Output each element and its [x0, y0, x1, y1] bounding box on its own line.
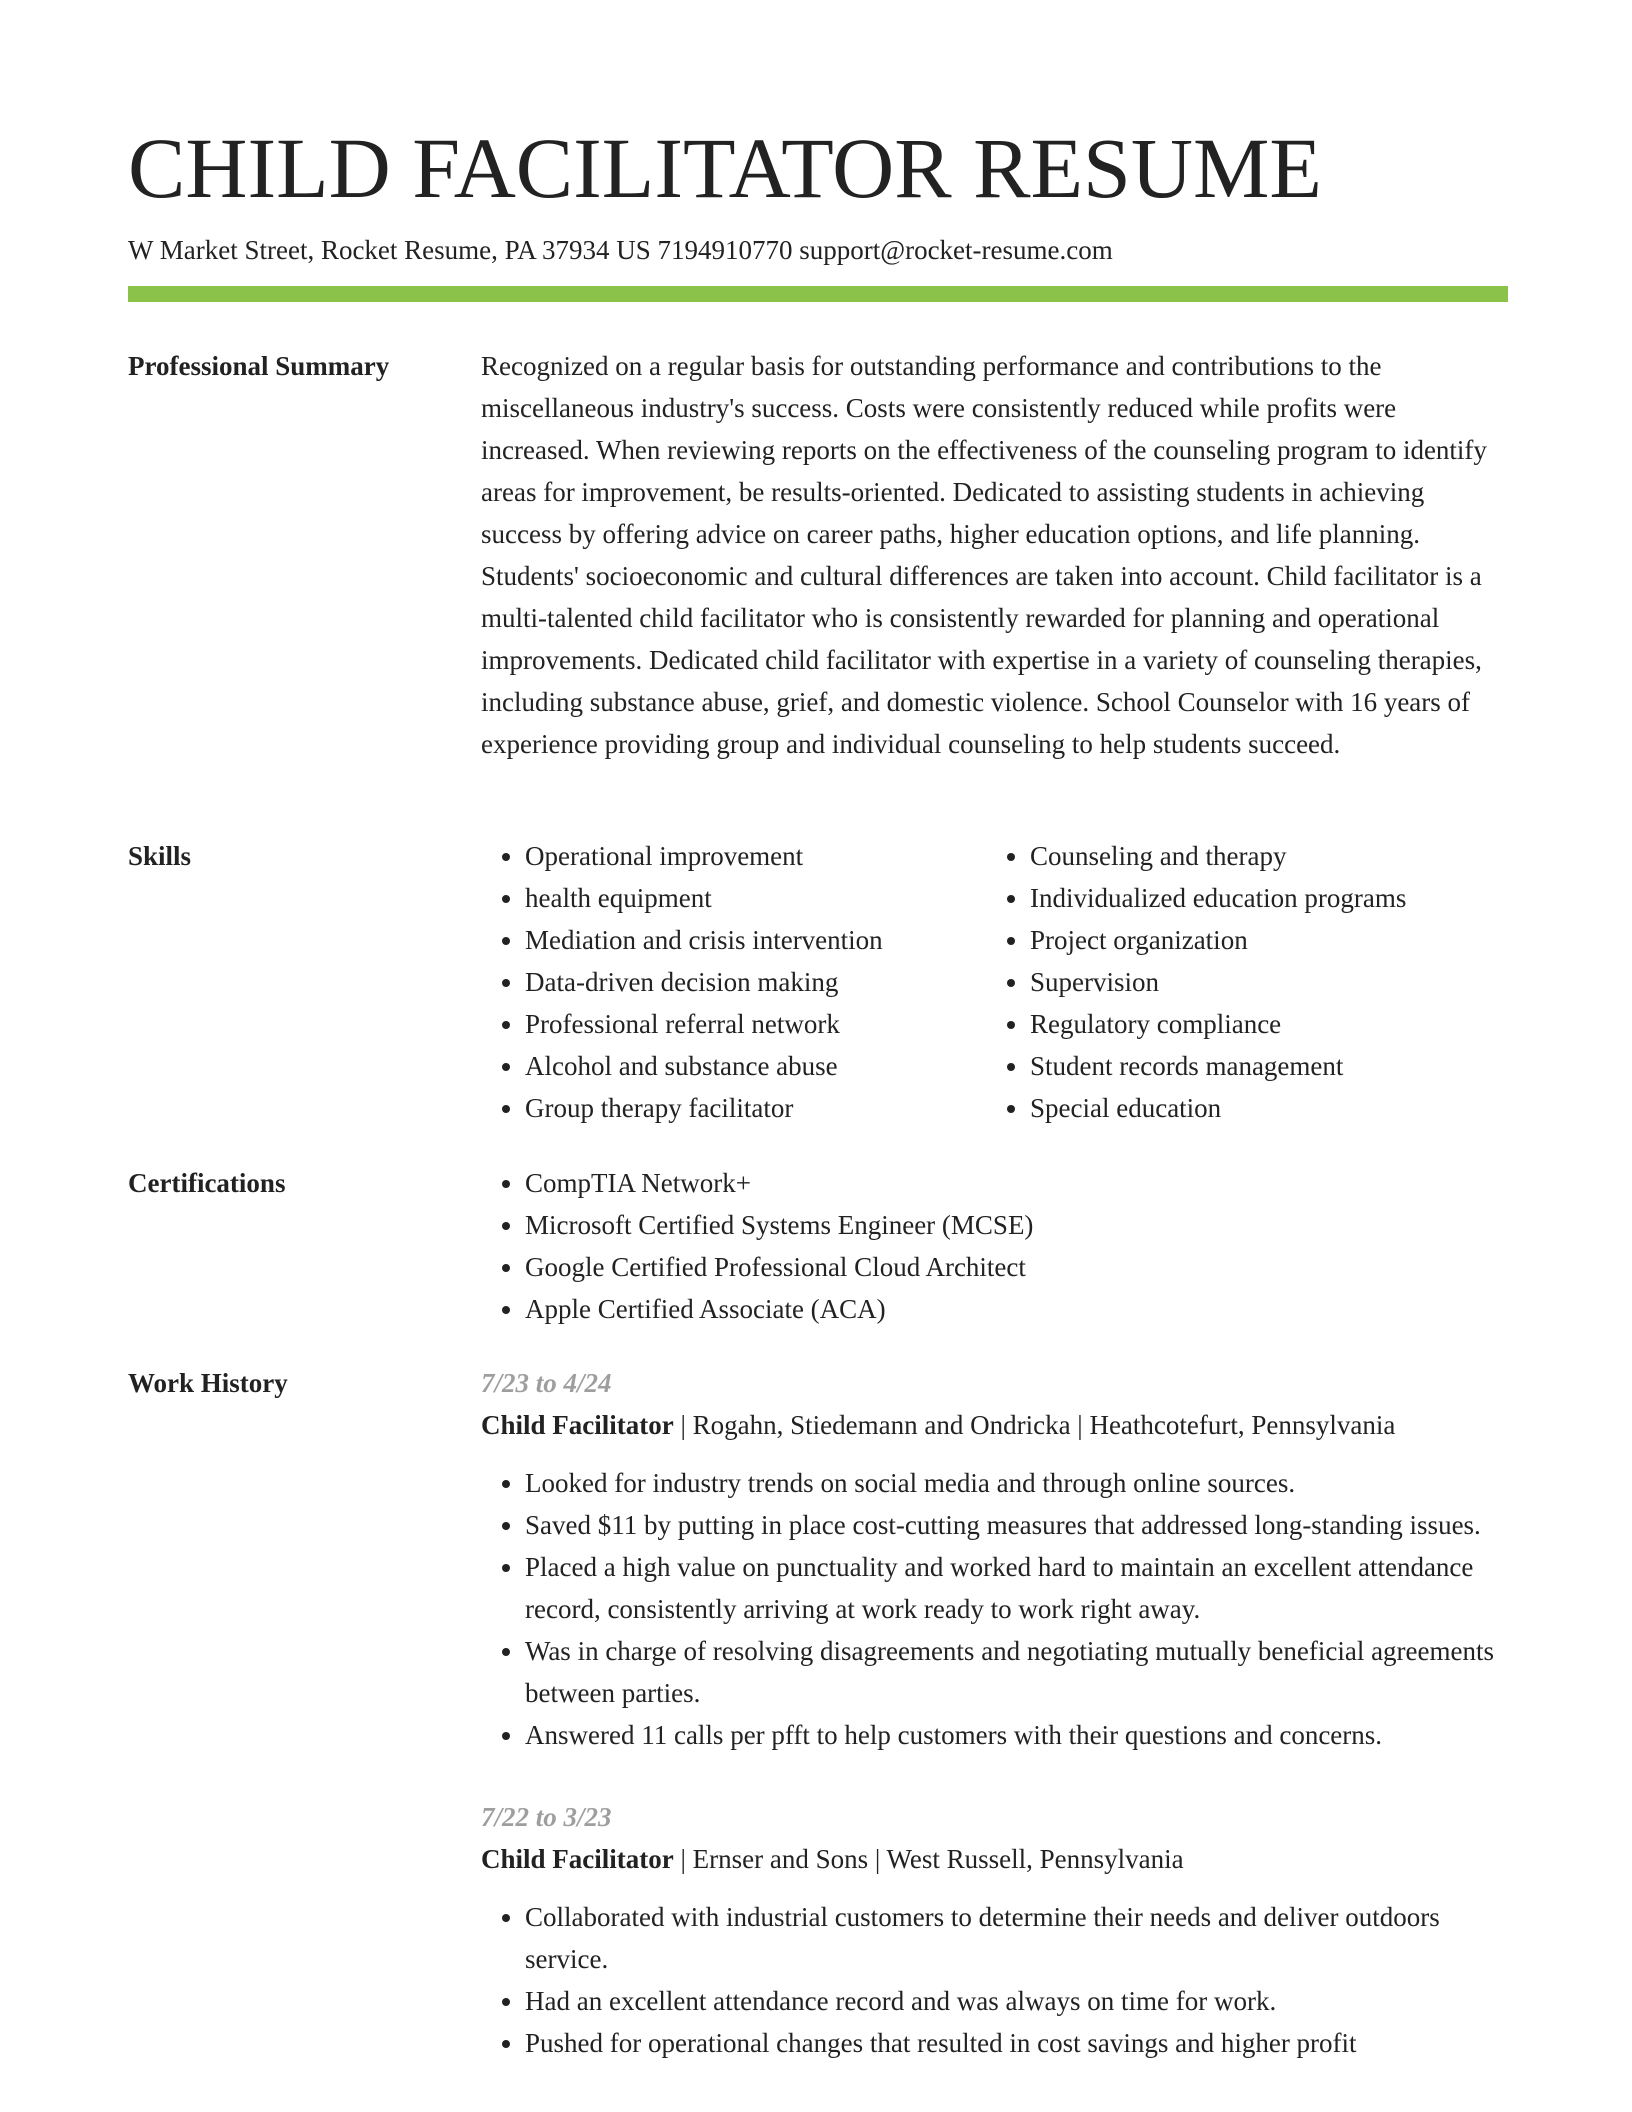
skills-column-right: [986, 835, 1491, 1129]
certifications-list: [481, 1162, 1508, 1330]
job-bullet: • Was in charge of resolving disagreements and negotiating mutually beneficial agreements between parties.: [525, 1630, 1508, 1714]
job-bullet: • Saved $11 by putting in place cost-cutting measures that addressed long-standing issues.: [525, 1504, 1508, 1546]
job-employer-location: | Ernser and Sons | West Russell, Pennsylvania: [673, 1844, 1184, 1874]
job-bullet: • Answered 11 calls per pfft to help customers with their questions and concerns.: [525, 1714, 1508, 1756]
header-divider: [128, 286, 1508, 302]
skill-item: • health equipment: [525, 877, 986, 919]
job-bullet: • Had an excellent attendance record and was always on time for work.: [525, 1980, 1508, 2022]
skill-item: • Student records management: [1030, 1045, 1491, 1087]
skill-item: • Mediation and crisis intervention: [525, 919, 986, 961]
resume-title: CHILD FACILITATOR RESUME: [128, 120, 1322, 216]
skill-item: • Professional referral network: [525, 1003, 986, 1045]
skill-item: • Counseling and therapy: [1030, 835, 1491, 877]
job-bullet: • Collaborated with industrial customers to determine their needs and deliver outdoors service.: [525, 1896, 1508, 1980]
certification-item: • Google Certified Professional Cloud Architect: [525, 1246, 1508, 1288]
skill-item: • Project organization: [1030, 919, 1491, 961]
summary-text: Recognized on a regular basis for outstanding performance and contributions to the miscellaneous industry's success. Costs were consistently reduced while profits were increased. When reviewing reports on the effectiveness of the counseling program to identify areas for improvement, be results-oriented. Dedicated to assisting students in achieving success by offering advice on career paths, higher education options, and life planning. Students' socioeconomic and cultural differences are taken into account. Child facilitator is a multi-talented child facilitator who is consistently rewarded for planning and operational improvements. Dedicated child facilitator with expertise in a variety of counseling therapies, including substance abuse, grief, and domestic violence. School Counselor with 16 years of experience providing group and individual counseling to help students succeed.: [481, 351, 1487, 759]
job-heading: [481, 1404, 1508, 1446]
job-employer-location: | Rogahn, Stiedemann and Ondricka | Heathcotefurt, Pennsylvania: [673, 1410, 1396, 1440]
certification-item: • CompTIA Network+: [525, 1162, 1508, 1204]
job-entry: [481, 1362, 1508, 1756]
certifications-body: [481, 1162, 1508, 1330]
job-bullets: [481, 1896, 1508, 2064]
skill-item: • Individualized education programs: [1030, 877, 1491, 919]
job-dates: 7/22 to 3/23: [481, 1802, 612, 1832]
skills-list-right: [986, 835, 1491, 1129]
skills-columns: [481, 835, 1508, 1129]
skill-item: • Special education: [1030, 1087, 1491, 1129]
job-title: Child Facilitator: [481, 1410, 674, 1440]
job-bullets: [481, 1462, 1508, 1756]
certification-item: • Microsoft Certified Systems Engineer (MCSE): [525, 1204, 1508, 1246]
certifications-label: Certifications: [128, 1168, 286, 1198]
skill-item: • Operational improvement: [525, 835, 986, 877]
summary-label: Professional Summary: [128, 351, 390, 381]
skill-item: • Regulatory compliance: [1030, 1003, 1491, 1045]
job-bullet: • Pushed for operational changes that resulted in cost savings and higher profit: [525, 2022, 1508, 2064]
contact-line: W Market Street, Rocket Resume, PA 37934 US 7194910770 support@rocket-resume.com: [128, 235, 1113, 265]
work-history-body: [481, 1362, 1508, 2104]
skills-list-left: [481, 835, 986, 1129]
job-bullet: • Placed a high value on punctuality and worked hard to maintain an excellent attendance record, consistently arriving at work ready to work right away.: [525, 1546, 1508, 1630]
summary-body: [481, 345, 1508, 765]
job-title: Child Facilitator: [481, 1844, 674, 1874]
skill-item: • Data-driven decision making: [525, 961, 986, 1003]
work-history-label: Work History: [128, 1368, 288, 1398]
skills-label: Skills: [128, 841, 192, 871]
job-dates: 7/23 to 4/24: [481, 1368, 612, 1398]
skill-item: • Group therapy facilitator: [525, 1087, 986, 1129]
job-entry: [481, 1796, 1508, 2064]
skills-body: [481, 835, 1508, 1129]
job-heading: [481, 1838, 1508, 1880]
certification-item: • Apple Certified Associate (ACA): [525, 1288, 1508, 1330]
skills-column-left: [481, 835, 986, 1129]
skill-item: • Alcohol and substance abuse: [525, 1045, 986, 1087]
job-bullet: • Looked for industry trends on social media and through online sources.: [525, 1462, 1508, 1504]
skill-item: • Supervision: [1030, 961, 1491, 1003]
